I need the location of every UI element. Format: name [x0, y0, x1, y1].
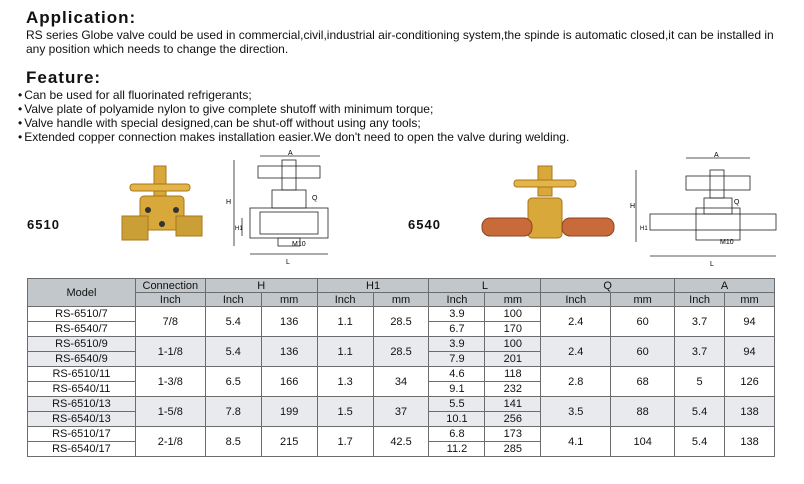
header-h: H [205, 279, 317, 293]
subheader-unit: Inch [205, 293, 261, 307]
subheader-unit: mm [261, 293, 317, 307]
table-cell: 60 [611, 337, 675, 367]
header-q: Q [541, 279, 675, 293]
feature-list [18, 88, 569, 144]
table-cell: 1.7 [317, 427, 373, 457]
spec-table [27, 278, 775, 457]
table-cell: 232 [485, 382, 541, 397]
subheader-unit: Inch [675, 293, 725, 307]
valve-6510-drawing [220, 150, 350, 270]
valve-6540-photo [478, 162, 618, 262]
subheader-unit: mm [485, 293, 541, 307]
table-cell: 5.5 [429, 397, 485, 412]
table-cell: 215 [261, 427, 317, 457]
subheader-unit: Inch [135, 293, 205, 307]
table-cell-connection: 1-5/8 [135, 397, 205, 427]
subheader-unit: mm [373, 293, 429, 307]
table-cell-model: RS-6540/9 [28, 352, 136, 367]
table-cell: 136 [261, 337, 317, 367]
drawing-label-h: H [630, 203, 636, 210]
table-cell-connection: 7/8 [135, 307, 205, 337]
drawing-label-m: M10 [720, 239, 734, 246]
valve-6540-drawing [630, 150, 780, 270]
table-cell-model: RS-6540/13 [28, 412, 136, 427]
table-cell: 3.7 [675, 337, 725, 367]
subheader-unit: mm [725, 293, 775, 307]
table-cell: 104 [611, 427, 675, 457]
table-cell: 8.5 [205, 427, 261, 457]
table-cell: 5.4 [205, 307, 261, 337]
table-cell: 5.4 [675, 397, 725, 427]
header-l: L [429, 279, 541, 293]
drawing-label-l: L [710, 261, 714, 268]
table-cell: 3.9 [429, 337, 485, 352]
table-cell: 136 [261, 307, 317, 337]
table-cell: 37 [373, 397, 429, 427]
table-cell-model: RS-6540/7 [28, 322, 136, 337]
table-cell: 138 [725, 427, 775, 457]
table-cell: 126 [725, 367, 775, 397]
table-cell: 11.2 [429, 442, 485, 457]
table-cell: 1.5 [317, 397, 373, 427]
table-cell: 6.7 [429, 322, 485, 337]
table-cell: 3.9 [429, 307, 485, 322]
table-cell-model: RS-6510/7 [28, 307, 136, 322]
table-cell: 118 [485, 367, 541, 382]
table-cell: 6.8 [429, 427, 485, 442]
table-cell: 4.6 [429, 367, 485, 382]
table-cell: 94 [725, 337, 775, 367]
feature-item: • Valve plate of polyamide nylon to give complete shutoff with minimum torque; [18, 102, 569, 116]
table-cell: 60 [611, 307, 675, 337]
table-cell: 94 [725, 307, 775, 337]
table-cell: 100 [485, 307, 541, 322]
table-cell: 2.4 [541, 337, 611, 367]
table-cell: 34 [373, 367, 429, 397]
feature-item: • Valve handle with special designed,can be shut-off without using any tools; [18, 116, 569, 130]
table-cell: 1.1 [317, 337, 373, 367]
drawing-label-m: M10 [292, 241, 306, 248]
table-cell: 6.5 [205, 367, 261, 397]
table-cell: 166 [261, 367, 317, 397]
table-cell: 170 [485, 322, 541, 337]
table-cell-connection: 1-1/8 [135, 337, 205, 367]
drawing-label-a: A [714, 152, 719, 159]
table-cell-connection: 2-1/8 [135, 427, 205, 457]
header-model: Model [28, 279, 136, 307]
table-cell: 9.1 [429, 382, 485, 397]
table-cell: 68 [611, 367, 675, 397]
table-cell: 256 [485, 412, 541, 427]
table-cell: 2.4 [541, 307, 611, 337]
table-cell: 5 [675, 367, 725, 397]
table-cell: 3.5 [541, 397, 611, 427]
subheader-unit: mm [611, 293, 675, 307]
table-cell: 3.7 [675, 307, 725, 337]
table-cell-model: RS-6510/11 [28, 367, 136, 382]
table-cell: 1.3 [317, 367, 373, 397]
feature-item: • Extended copper connection makes installation easier.We don't need to open the valve during welding. [18, 130, 569, 144]
table-cell-model: RS-6540/11 [28, 382, 136, 397]
table-cell: 2.8 [541, 367, 611, 397]
table-cell: 28.5 [373, 307, 429, 337]
feature-heading: Feature: [26, 68, 102, 87]
table-cell-model: RS-6540/17 [28, 442, 136, 457]
table-cell: 5.4 [205, 337, 261, 367]
model-code-6510: 6510 [27, 217, 60, 232]
drawing-label-h1: H1 [235, 226, 243, 232]
drawing-label-h: H [226, 199, 232, 206]
application-heading: Application: [26, 8, 137, 27]
subheader-unit: Inch [541, 293, 611, 307]
table-cell: 285 [485, 442, 541, 457]
table-cell: 10.1 [429, 412, 485, 427]
table-cell: 28.5 [373, 337, 429, 367]
table-cell: 1.1 [317, 307, 373, 337]
drawing-label-h1: H1 [640, 226, 648, 232]
drawing-label-q: Q [312, 195, 318, 202]
table-cell: 199 [261, 397, 317, 427]
table-cell-connection: 1-3/8 [135, 367, 205, 397]
drawing-label-l: L [286, 259, 290, 266]
table-cell-model: RS-6510/13 [28, 397, 136, 412]
table-cell: 5.4 [675, 427, 725, 457]
application-text: RS series Globe valve could be used in commercial,civil,industrial air-conditioning system,the spinde is automatic closed,it can be installed in any position which needs to change the direction. [26, 28, 774, 56]
subheader-unit: Inch [317, 293, 373, 307]
table-cell: 138 [725, 397, 775, 427]
valve-6510-photo [112, 160, 212, 260]
table-cell: 201 [485, 352, 541, 367]
table-cell: 173 [485, 427, 541, 442]
table-cell: 100 [485, 337, 541, 352]
header-h1: H1 [317, 279, 429, 293]
table-cell: 7.9 [429, 352, 485, 367]
table-cell-model: RS-6510/17 [28, 427, 136, 442]
feature-item: • Can be used for all fluorinated refrigerants; [18, 88, 569, 102]
model-code-6540: 6540 [408, 217, 441, 232]
subheader-unit: Inch [429, 293, 485, 307]
table-cell: 4.1 [541, 427, 611, 457]
header-connection: Connection [135, 279, 205, 293]
table-cell: 7.8 [205, 397, 261, 427]
drawing-label-a: A [288, 150, 293, 157]
table-cell: 141 [485, 397, 541, 412]
drawing-label-q: Q [734, 199, 740, 206]
table-cell-model: RS-6510/9 [28, 337, 136, 352]
table-cell: 42.5 [373, 427, 429, 457]
table-cell: 88 [611, 397, 675, 427]
header-a: A [675, 279, 775, 293]
